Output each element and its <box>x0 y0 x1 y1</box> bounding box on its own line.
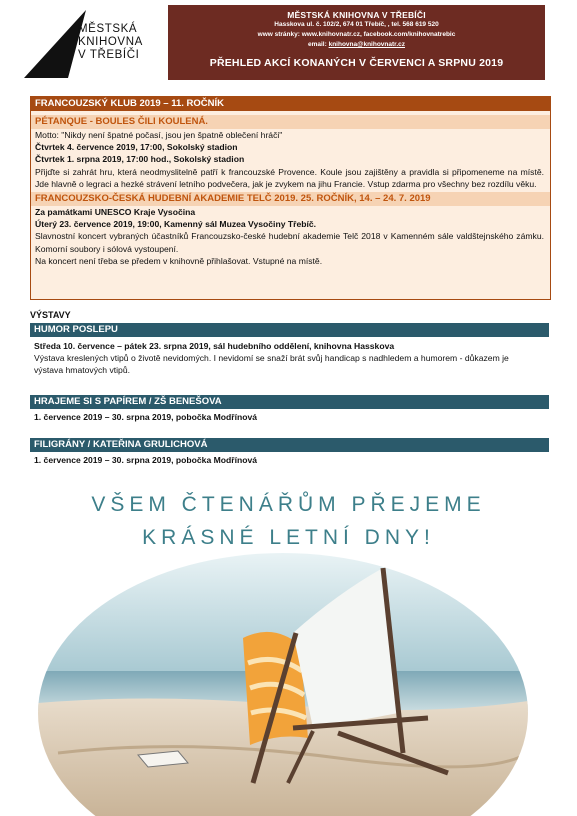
library-email-line <box>168 40 545 50</box>
wish-line-1: VŠEM ČTENÁŘŮM PŘEJEME <box>91 493 486 516</box>
humor-description: Výstava kreslených vtipů o životě nevidomých. I nevidomí se snaží brát svůj handicap s nadhledem a humorem - důkazem je výstava hmatových vtipů. <box>34 353 509 376</box>
humor-date: Středa 10. července – pátek 23. srpna 2019, sál hudebního oddělení, knihovna Hasskova <box>34 341 395 351</box>
beach-chair-photo <box>38 553 528 816</box>
exhibitions-heading: VÝSTAVY <box>30 310 71 320</box>
petanque-date-1: Čtvrtek 4. července 2019, 17:00, Sokolský stadion <box>35 142 238 153</box>
page-title: PŘEHLED AKCÍ KONANÝCH V ČERVENCI A SRPNU 2019 <box>209 57 504 69</box>
library-logo <box>22 8 157 80</box>
petanque-title: PÉTANQUE - BOULES ČILI KOULENÁ. <box>31 115 550 129</box>
french-club-bar: FRANCOUZSKÝ KLUB 2019 – 11. ROČNÍK <box>31 97 550 111</box>
petanque-motto: Motto: "Nikdy není špatné počasí, jsou jen špatně oblečení hráči" <box>35 130 283 140</box>
petanque-date-2: Čtvrtek 1. srpna 2019, 17:00 hod., Sokolský stadion <box>35 154 245 165</box>
logo-line-2: KNIHOVNA <box>78 36 143 48</box>
petanque-description: Přijďte si zahrát hru, která neodmyslitelně patří k francouzské Provence. Koule jsou zajištěny a pravidla si připomeneme na místě. Jde hlavně o legraci a hezké strávení letního podvečera, jak je zvykem na jihu Francie. Vstup zdarma pro všechny bez rozdílu věku. <box>35 166 544 189</box>
academy-date: Úterý 23. července 2019, 19:00, Kamenný sál Muzea Vysočiny Třebíč. <box>35 219 317 230</box>
academy-title: FRANCOUZSKO-ČESKÁ HUDEBNÍ AKADEMIE TELČ 2019. 25. ROČNÍK, 14. – 24. 7. 2019 <box>31 192 550 206</box>
paper-date: 1. července 2019 – 30. srpna 2019, pobočka Modřínová <box>34 412 258 422</box>
logo-line-1: MĚSTSKÁ <box>78 23 138 35</box>
email-link[interactable]: knihovna@knihovnatr.cz <box>328 41 406 48</box>
library-web: www stránky: www.knihovnatr.cz, facebook.com/knihovnatrebic <box>257 31 456 38</box>
academy-description: Slavnostní koncert vybraných účastníků Francouzsko-české hudební akademie Telč 2018 v Kamenném sále valdštejnského zámku. Komorní soubory i sólová vystoupení. <box>35 231 544 254</box>
french-club-section <box>30 96 551 300</box>
library-name: MĚSTSKÁ KNIHOVNA V TŘEBÍČI <box>287 10 426 20</box>
filigran-bar: FILIGRÁNY / KATEŘINA GRULICHOVÁ <box>30 438 549 452</box>
wish-line-2: KRÁSNÉ LETNÍ DNY! <box>142 526 435 549</box>
academy-subtitle: Za památkami UNESCO Kraje Vysočina <box>35 207 196 218</box>
academy-note: Na koncert není třeba se předem v knihovně přihlašovat. Vstupné na místě. <box>35 255 323 266</box>
humor-section <box>30 340 549 377</box>
paper-bar: HRAJEME SI S PAPÍREM / ZŠ BENEŠOVA <box>30 395 549 409</box>
logo-text <box>78 23 143 62</box>
humor-bar: HUMOR POSLEPU <box>30 323 549 337</box>
email-label: email: <box>307 41 327 48</box>
library-address: Hasskova ul. č. 102/2, 674 01 Třebíč, , tel. 568 619 520 <box>274 21 439 28</box>
filigran-date: 1. července 2019 – 30. srpna 2019, pobočka Modřínová <box>34 455 258 465</box>
header-box <box>168 5 545 80</box>
logo-line-3: V TŘEBÍČI <box>78 49 140 61</box>
